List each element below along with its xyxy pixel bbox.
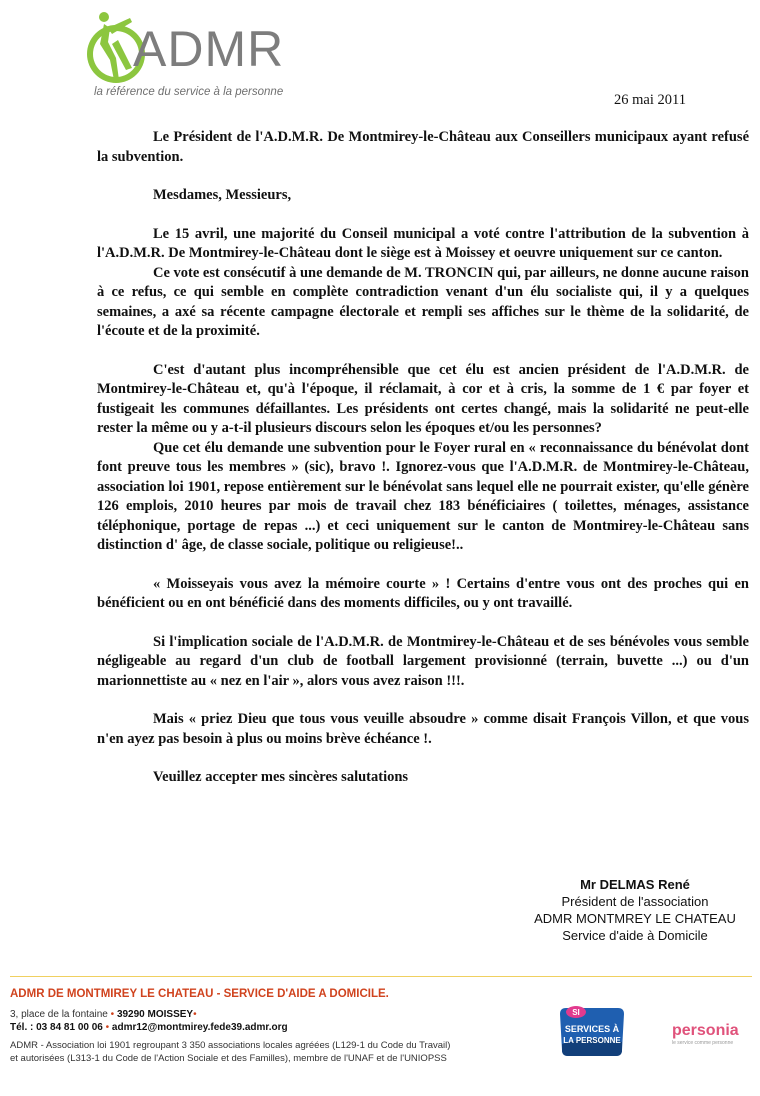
bullet-icon: • [193,1009,197,1020]
admr-logo [86,10,296,105]
footer-title: ADMR DE MONTMIREY LE CHATEAU - SERVICE D'AIDE A DOMICILE. [10,988,389,1000]
bullet-icon: • [105,1021,110,1033]
personia-logo [672,1022,750,1048]
letter-paragraph: C'est d'autant plus incompréhensible que cet élu est ancien président de l'A.D.M.R. de Montmirey-le-Château et, qu'à l'époque, il réclamait, à cor et à cris, la somme de 1 € par foyer et fustigeait les communes défaillantes. Les présidents ont certes changé, mais la solidarité ne peut-elle rester la même ou y a-t-il plusieurs discours selon les époques et/ou les personnes? [97,361,749,436]
footer [10,988,752,1065]
personia-name: personia [672,1022,739,1039]
sap-line-3: LA PERSONNE [563,1036,621,1045]
letter-closing: Veuillez accepter mes sincères salutations [153,769,409,785]
footer-street: 3, place de la fontaine [10,1009,108,1020]
letter-paragraph: Le 15 avril, une majorité du Conseil municipal a voté contre l'attribution de la subvention à l'A.D.M.R. De Montmirey-le-Château dont le siège est à Moissey et oeuvre uniquement sur ce canton. [97,225,749,261]
footer-legal [10,1040,752,1065]
footer-legal-line: ADMR - Association loi 1901 regroupant 3 350 associations locales agréées (L129-1 du Code du Travail) [10,1040,451,1051]
letter-paragraph: « Moisseyais vous avez la mémoire courte » ! Certains d'entre vous ont des proches qui en bénéficient ou en ont bénéficié dans des moments difficiles, ou y ont travaillé. [97,575,749,611]
footer-email[interactable]: admr12@montmirey.fede39.admr.org [111,1021,288,1033]
sap-line-2: SERVICES À [564,1024,620,1034]
letter-body [97,128,749,788]
logo-tagline: la référence du service à la personne [94,86,284,98]
footer-divider [10,976,752,977]
footer-address [10,1009,752,1034]
services-a-la-personne-logo [556,1004,628,1060]
letter-salutation: Mesdames, Messieurs, [153,187,292,203]
signature-org: ADMR MONTMREY LE CHATEAU [534,911,736,926]
signature-role: Président de l'association [561,894,709,909]
letter-paragraph: Mais « priez Dieu que tous vous veuille absoudre » comme disait François Villon, et que vous n'en ayez pas besoin à plus ou moins brève échéance !. [97,711,749,747]
footer-legal-line: et autorisées (L313-1 du Code de l'Action Sociale et des Familles), membre de l'UNAF et de l'UNIOPSS [10,1052,447,1064]
footer-city: 39290 MOISSEY [116,1009,194,1020]
sap-line-1: SI [572,1008,580,1017]
signature-name: Mr DELMAS René [580,877,690,892]
logo-text: ADMR [133,21,285,77]
signature-service: Service d'aide à Domicile [562,928,708,943]
letter-paragraph: Que cet élu demande une subvention pour le Foyer rural en « reconnaissance du bénévolat dont font preuve tous les membres » (sic), bravo !. Ignorez-vous que l'A.D.M.R. de Montmirey-le-Château, association loi 1901, repose entièrement sur le bénévolat sans lequel elle ne pourrait exister, qu'elle génère 126 emplois, 2010 heures par mois de travail chez 183 bénéficiaires ( toilettes, ménages, assistance téléphonique, portage de repas ...) et ceci uniquement sur le canton de Montmirey-le-Château sans distinction d' âge, de classe sociale, politique ou religieuse!.. [97,439,749,553]
footer-phone: Tél. : 03 84 81 00 06 [10,1021,103,1033]
personia-tagline: le service comme personne [672,1040,734,1046]
bullet-icon: • [110,1009,115,1020]
letter-paragraph: Si l'implication sociale de l'A.D.M.R. de Montmirey-le-Château et de ses bénévoles vous semble négligeable au regard d'un club de football largement provisionné (terrain, buvette ...) ou d'un marionnettiste au « nez en l'air », alors vous avez raison !!!. [97,633,749,689]
letter-paragraph: Ce vote est consécutif à une demande de M. TRONCIN qui, par ailleurs, ne donne aucune raison à ce refus, ce qui semble en complète contradiction venant d'un élu socialiste qui, il y a quelques semaines, a axé sa récente campagne électorale et rempli ses affiches sur le thème de la solidarité, de l'écoute et de la proximité. [97,264,750,339]
signature-block [510,876,760,944]
letter-date: 26 mai 2011 [614,92,686,108]
letter-subject: Le Président de l'A.D.M.R. De Montmirey-le-Château aux Conseillers municipaux ayant refusé la subvention. [97,129,749,165]
